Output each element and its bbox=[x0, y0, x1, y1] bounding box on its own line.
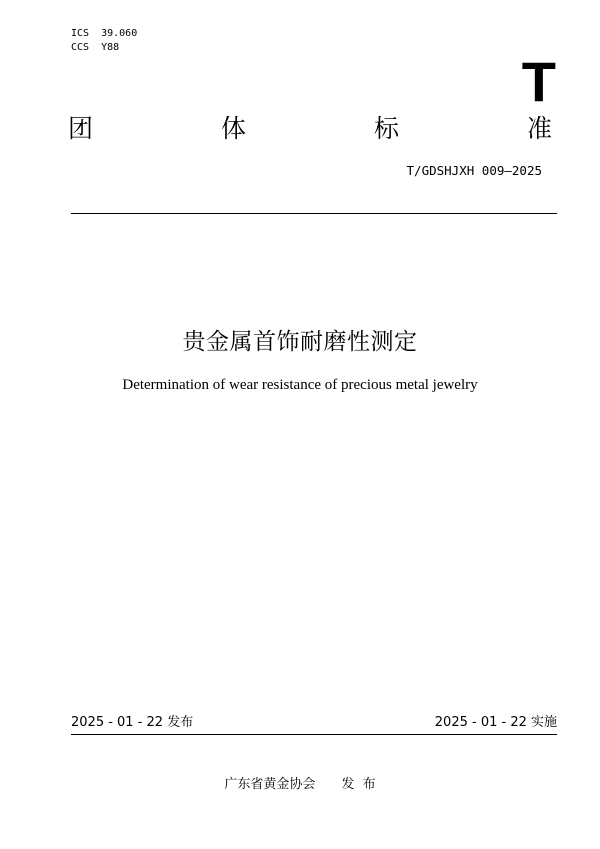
standard-type-char: 标 bbox=[373, 114, 399, 143]
standard-number: T/GDSHJXH 009—2025 bbox=[406, 163, 542, 178]
classification-codes bbox=[71, 27, 137, 55]
document-title-english: Determination of wear resistance of precious metal jewelry bbox=[122, 377, 478, 393]
standard-type-char: 团 bbox=[68, 114, 94, 143]
publisher-line bbox=[0, 776, 600, 794]
issue-date: 2025 - 01 - 22 发布 bbox=[71, 715, 194, 730]
document-title-chinese: 贵金属首饰耐磨性测定 bbox=[182, 329, 418, 355]
publish-label: 发 布 bbox=[341, 777, 376, 792]
standard-type-letter: T bbox=[521, 50, 556, 113]
standard-type-char: 体 bbox=[220, 114, 246, 143]
standard-type-heading bbox=[68, 112, 552, 146]
footer-divider bbox=[71, 734, 557, 735]
publisher-name: 广东省黄金协会 bbox=[224, 777, 316, 792]
implementation-date: 2025 - 01 - 22 实施 bbox=[434, 715, 557, 730]
ccs-code: CCS Y88 bbox=[71, 42, 120, 53]
header-divider bbox=[71, 213, 557, 214]
standard-type-char: 准 bbox=[526, 114, 552, 143]
ics-code: ICS 39.060 bbox=[71, 28, 138, 39]
